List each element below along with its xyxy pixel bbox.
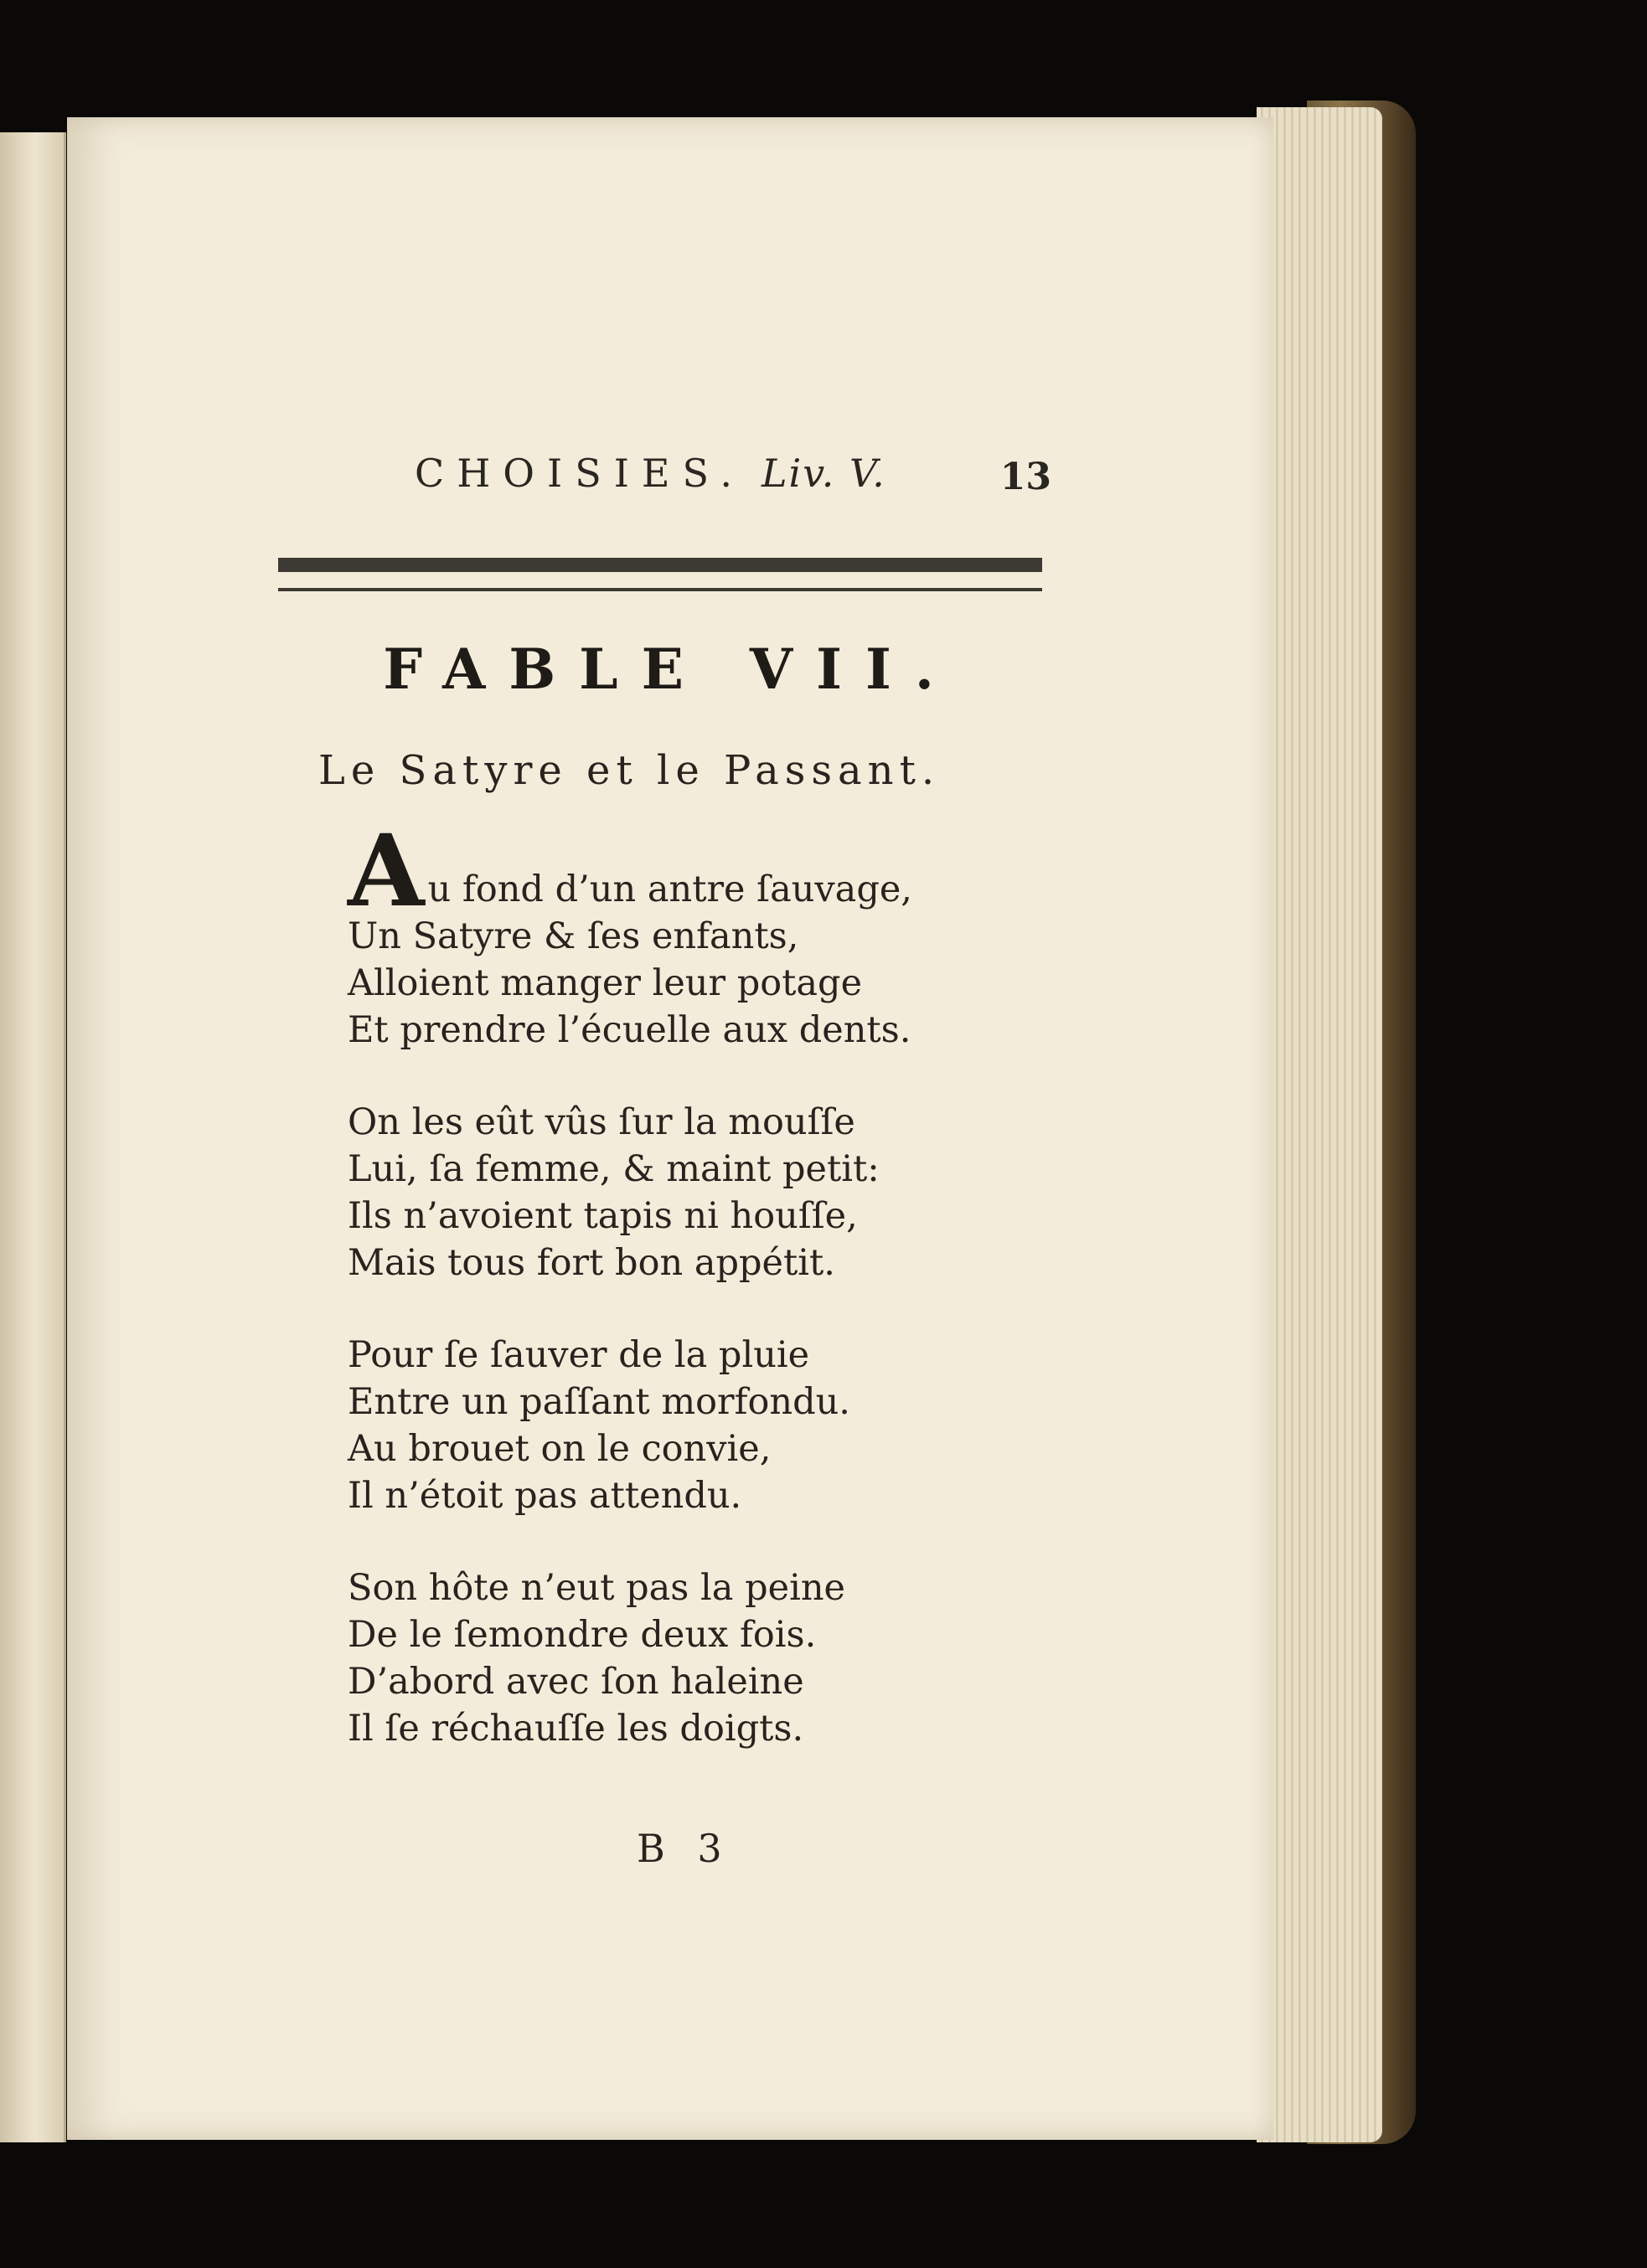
- stanza: [348, 812, 934, 1054]
- stanza: [348, 1564, 934, 1752]
- poem-line: Un Satyre & ſes enfants,: [348, 915, 799, 957]
- stanza: [348, 1099, 934, 1286]
- poem-line: Et prendre l’écuelle aux dents.: [348, 1009, 911, 1051]
- header-rule-thin: [278, 588, 1042, 591]
- page-stack-edge: [1257, 107, 1382, 2142]
- running-title: CHOISIES. Liv. V.: [415, 451, 886, 496]
- poem-line: De le ſemondre deux fois.: [348, 1614, 817, 1656]
- poem-line: Il n’étoit pas attendu.: [348, 1475, 742, 1517]
- poem-line: Ils n’avoient tapis ni houſſe,: [348, 1195, 858, 1237]
- page-number: 13: [999, 456, 1051, 498]
- header-rule-thick: [278, 558, 1042, 572]
- left-page-edge: [0, 132, 66, 2142]
- poem-line: Entre un paſſant morfondu.: [348, 1381, 850, 1423]
- fable-title: FABLE VII.: [383, 637, 958, 702]
- book-page: [67, 117, 1273, 2140]
- poem-line: Alloient manger leur potage: [348, 962, 863, 1004]
- poem-line: On les eût vûs ſur la mouſſe: [348, 1101, 855, 1143]
- fable-subtitle: Le Satyre et le Passant.: [318, 747, 941, 794]
- stanza: [348, 1332, 934, 1519]
- poem-line: Mais tous fort bon appétit.: [348, 1242, 835, 1284]
- poem: [348, 812, 934, 1797]
- poem-line: Il ſe réchauſſe les doigts.: [348, 1708, 804, 1750]
- signature-mark: B 3: [637, 1826, 732, 1871]
- poem-line: Son hôte n’eut pas la peine: [348, 1567, 845, 1609]
- book-number: Liv. V.: [761, 451, 886, 496]
- poem-line: u fond d’un antre ſauvage,: [427, 869, 912, 910]
- poem-line: Au brouet on le convie,: [348, 1428, 772, 1470]
- running-header: [348, 451, 1051, 509]
- poem-line: Pour ſe ſauver de la pluie: [348, 1334, 810, 1376]
- drop-capital: A: [348, 812, 425, 929]
- poem-line: Lui, ſa femme, & maint petit:: [348, 1148, 880, 1190]
- poem-line: D’abord avec ſon haleine: [348, 1661, 804, 1703]
